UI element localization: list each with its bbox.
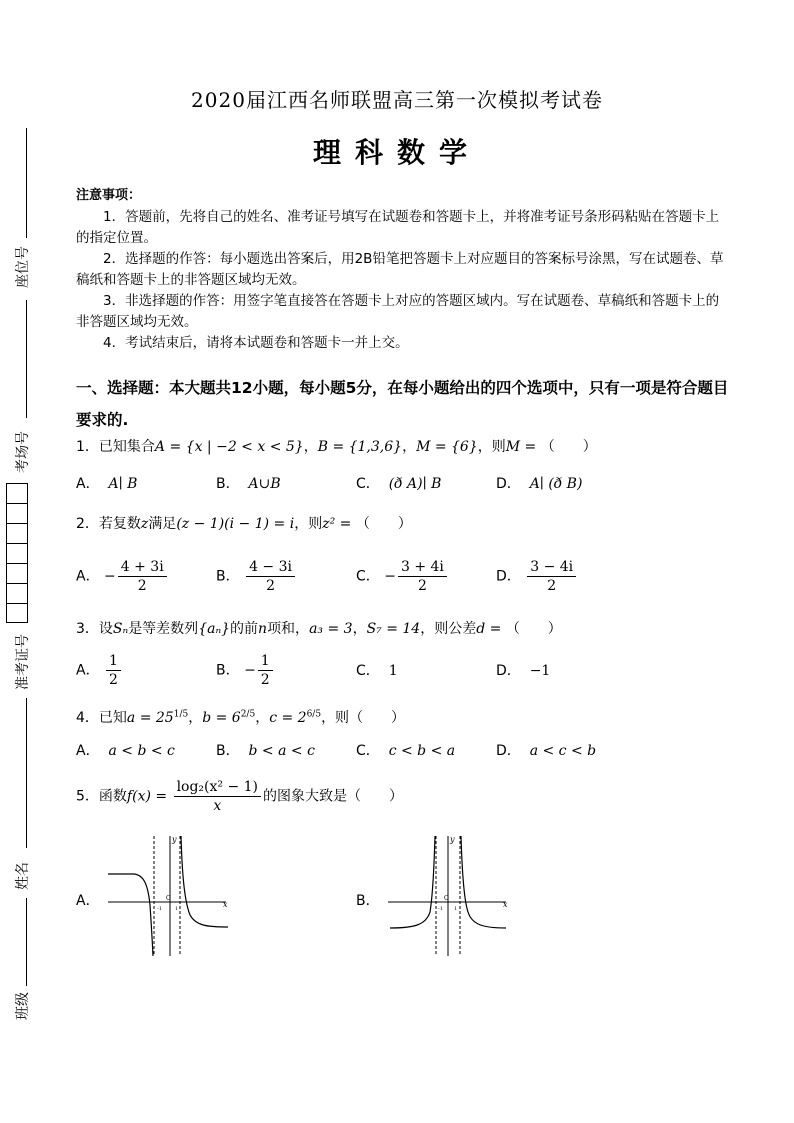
seat-number-label: 座位号: [15, 246, 31, 288]
q3-option-d: D． −1: [496, 663, 551, 679]
curve-left: [108, 874, 153, 956]
set-m: M = {6}: [416, 439, 478, 455]
q3-option-b: B． − $\frac{1}{2}$: [216, 652, 275, 689]
answer-blank: （ ）: [505, 621, 562, 637]
svg-text:-1: -1: [157, 906, 162, 912]
answer-blank: （ ）: [355, 516, 412, 532]
question-5: 5．函数f(x) = $\frac{\text{log₂(x² − 1)}}{x}$ 的图象大致是（ ）: [76, 779, 404, 814]
svg-text:x: x: [503, 900, 508, 909]
q5-option-b-label: B．: [356, 893, 380, 909]
svg-text:y: y: [450, 835, 455, 844]
answer-blank: （ ）: [540, 439, 597, 455]
q1-option-a: A． A∣ B: [76, 476, 138, 492]
question-2: 2．若复数z满足(z − 1)(i − 1) = i，则z² = （ ）: [76, 516, 412, 532]
ticket-number-grid: [6, 483, 28, 623]
exam-room-label: 考场号: [15, 431, 31, 473]
name-label: 姓名: [15, 862, 31, 890]
notice-item: 2．选择题的作答：每小题选出答案后，用2B铅笔把答题卡上对应题目的答案标号涂黑，写在试题卷、草稿纸和答题卡上的非答题区域均无效。: [76, 251, 724, 288]
question-number: 5．: [76, 788, 99, 805]
q5-graph-b: [384, 830, 514, 960]
q5-graph-a: [104, 830, 234, 960]
svg-text:-1: -1: [438, 906, 443, 912]
question-3: 3．设Sₙ是等差数列{aₙ}的前n项和，a₃ = 3，S₇ = 14，则公差d = （ ）: [76, 621, 562, 637]
q2-option-d: D． $\frac{3 - 4i}{2}$: [496, 558, 578, 595]
notice-item: 4．考试结束后，请将本试题卷和答题卡一并上交。: [103, 335, 409, 351]
q4-option-d: D． a < c < b: [496, 743, 597, 759]
side-rule: [26, 698, 27, 848]
notice-heading: 注意事项：: [76, 188, 142, 203]
notice-item: 3．非选择题的作答：用签字笔直接答在答题卡上对应的答题区域内。写在试题卷、草稿纸和答题卡上的非答题区域均无效。: [76, 293, 720, 330]
q4-option-b: B． b < a < c: [216, 743, 315, 759]
curve-left: [390, 836, 435, 928]
svg-text:1: 1: [454, 906, 458, 912]
svg-text:O: O: [444, 895, 449, 902]
ticket-number-label: 准考证号: [15, 634, 31, 690]
q1-option-b: B． A∪B: [216, 476, 281, 492]
svg-text:y: y: [172, 835, 177, 844]
notice-list: [76, 207, 726, 354]
question-number: 1．: [76, 439, 99, 455]
question-text: 已知集合: [98, 439, 155, 455]
answer-blank: （ ）: [347, 788, 404, 805]
question-number: 3．: [76, 621, 99, 637]
set-b: B = {1,3,6}: [317, 439, 403, 455]
q3-option-c: C． 1: [356, 663, 398, 679]
side-rule: [26, 898, 27, 986]
exam-title: 2020届江西名师联盟高三第一次模拟考试卷: [191, 88, 603, 112]
q1-option-c: C． (ð A)∣ B: [356, 476, 442, 492]
q3-option-a: A． $\frac{1}{2}$: [76, 652, 123, 689]
q4-option-c: C． c < b < a: [356, 743, 456, 759]
svg-text:x: x: [223, 900, 228, 909]
q2-option-b: B． $\frac{4 - 3i}{2}$: [216, 558, 297, 595]
question-1: 1．已知集合A = {x | −2 < x < 5}，B = {1,3,6}，M = {6}，则M = （ ）: [76, 439, 597, 455]
q2-option-a: A． − $\frac{4 + 3i}{2}$: [76, 558, 169, 595]
svg-text:1: 1: [175, 906, 179, 912]
q4-option-a: A． a < b < c: [76, 743, 175, 759]
class-label: 班级: [15, 992, 31, 1020]
q2-option-c: C． − $\frac{3 + 4i}{2}$: [356, 558, 449, 595]
set-a: A = {x | −2 < x < 5}: [154, 439, 304, 455]
svg-text:O: O: [166, 895, 171, 902]
q5-option-a-label: A．: [76, 893, 100, 909]
answer-blank: （ ）: [349, 710, 406, 726]
section-heading: 一、选择题：本大题共12小题，每小题5分，在每小题给出的四个选项中，只有一项是符合题目要求的.: [76, 379, 729, 429]
curve-right: [461, 836, 506, 928]
question-number: 4．: [76, 710, 99, 726]
q1-option-d: D． A∣ (ð B): [496, 476, 583, 492]
exam-subtitle: 理科数学: [312, 136, 481, 169]
question-4: 4．已知$a = 25^{1/5}$，$b = 6^{2/5}$，$c = 2^{6/5}$，则（ ）: [76, 709, 406, 726]
question-number: 2．: [76, 516, 99, 532]
curve-right: [181, 836, 228, 927]
side-rule: [26, 300, 27, 418]
notice-item: 1．答题前，先将自己的姓名、准考证号填写在试题卷和答题卡上，并将准考证号条形码粘贴在答题卡上的指定位置。: [76, 209, 720, 246]
